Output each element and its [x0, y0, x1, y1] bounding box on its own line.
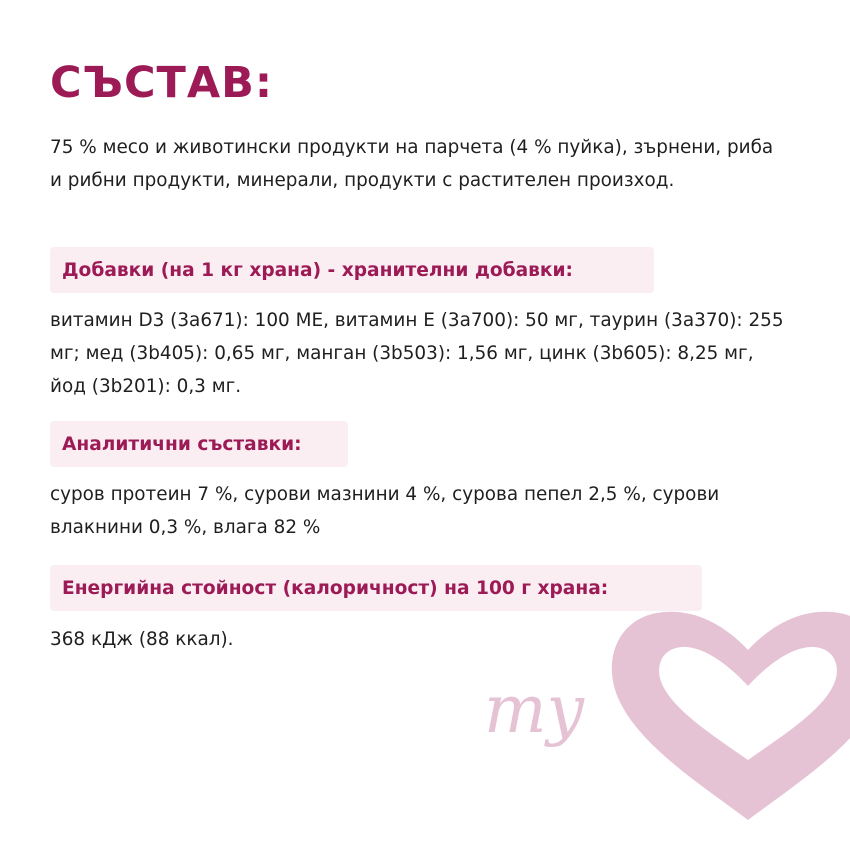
page-title: СЪСТАВ: — [50, 58, 274, 108]
composition-text: 75 % месо и животински продукти на парчета (4 % пуйка), зърнени, риба и рибни продукти, минерали, продукти с растителен произход. — [50, 137, 774, 191]
section-heading-analytical: Аналитични съставки: — [50, 421, 348, 467]
heart-icon — [612, 610, 850, 820]
brand-logo — [470, 610, 850, 850]
analytical-text: суров протеин 7 %, сурови мазнини 4 %, сурова пепел 2,5 %, сурови влакнини 0,3 %, влага 82 % — [50, 484, 720, 538]
energy-text: 368 кДж (88 ккал). — [50, 629, 234, 650]
additives-text: витамин D3 (3а671): 100 МЕ, витамин Е (3а700): 50 мг, таурин (3а370): 255 мг; мед (3b405): 0,65 мг, манган (3b503): 1,56 мг, цинк (3b605): 8,25 мг, йод (3b201): 0,3 мг. — [50, 310, 784, 397]
logo-text: my — [484, 671, 584, 748]
section-heading-energy: Енергийна стойност (калоричност) на 100 г храна: — [50, 565, 702, 611]
section-heading-additives: Добавки (на 1 кг храна) - хранителни добавки: — [50, 247, 654, 293]
